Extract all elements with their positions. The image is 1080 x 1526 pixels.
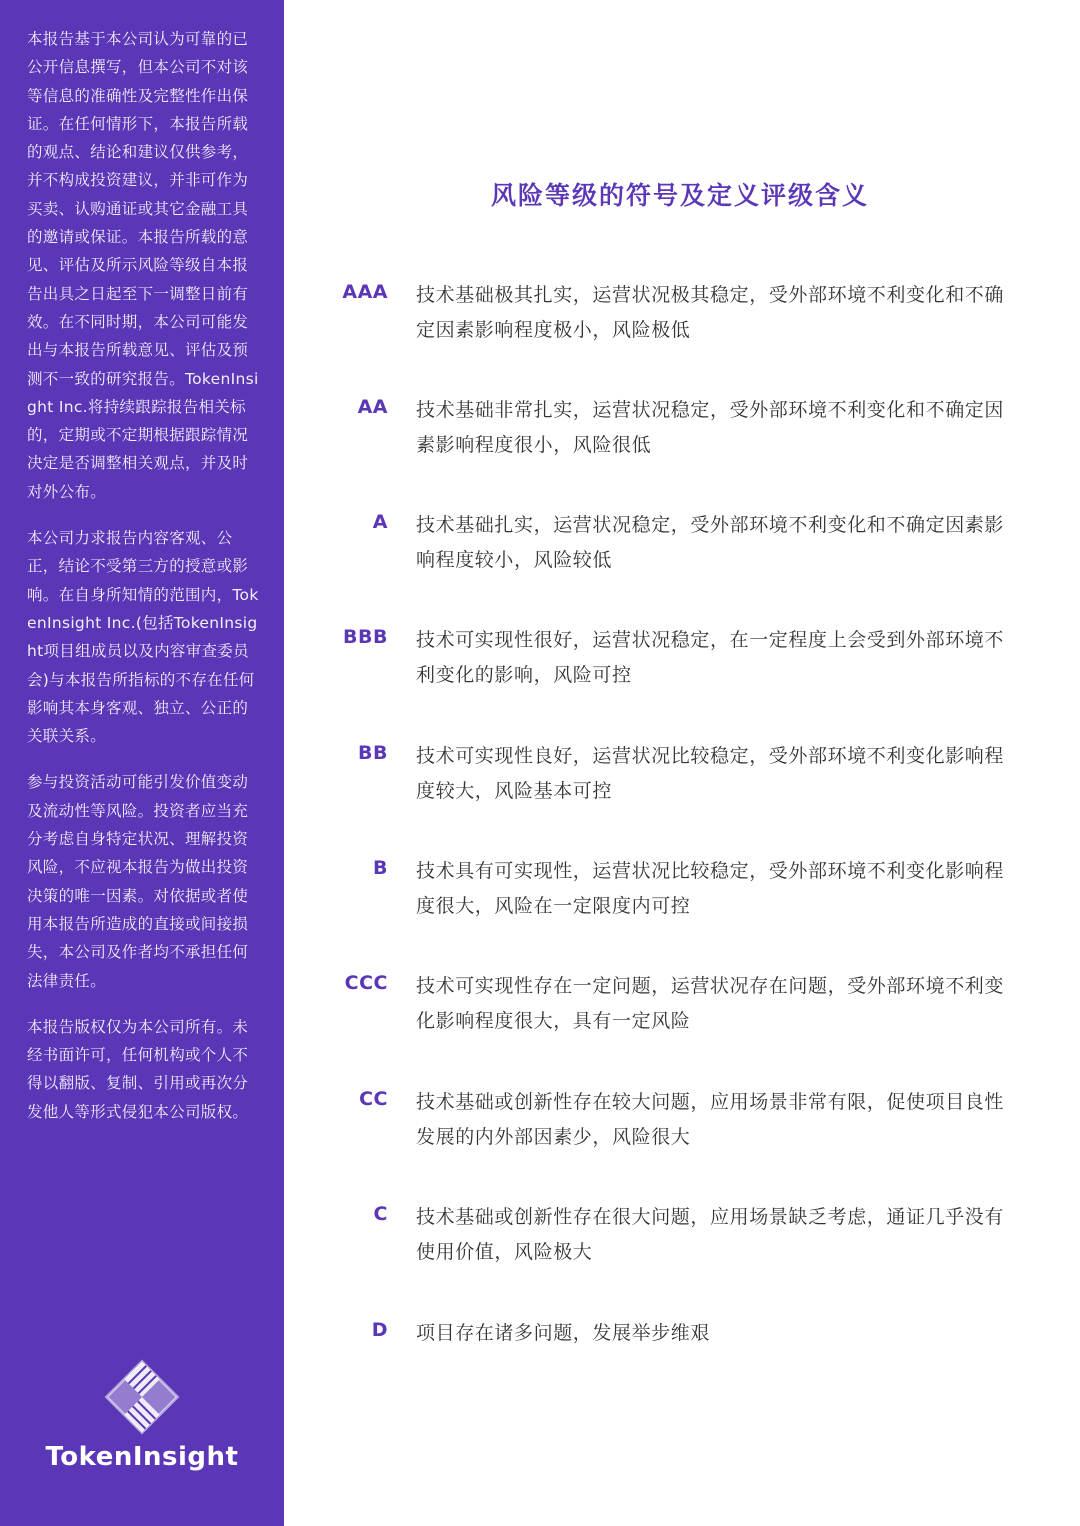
disclaimer-paragraph: 本公司力求报告内容客观、公正，结论不受第三方的授意或影响。在自身所知情的范围内，TokenInsight Inc.(包括TokenInsight项目组成员以及内容审查委员会)与本报告所指标的不存在任何影响其本身客观、独立、公正的关联关系。 bbox=[27, 529, 259, 746]
rating-row-d bbox=[320, 1316, 1040, 1396]
rating-description: 技术基础极其扎实，运营状况极其稳定，受外部环境不利变化和不确定因素影响程度极小，风险极低 bbox=[416, 284, 1005, 341]
page-title: 风险等级的符号及定义评级含义 bbox=[490, 181, 869, 210]
rating-description: 技术可实现性存在一定问题，运营状况存在问题，受外部环境不利变化影响程度很大，具有一定风险 bbox=[416, 975, 1005, 1032]
rating-code: A bbox=[372, 511, 388, 533]
rating-description: 技术可实现性良好，运营状况比较稳定，受外部环境不利变化影响程度较大，风险基本可控 bbox=[416, 745, 1005, 802]
rating-row-cc bbox=[320, 1085, 1040, 1165]
tokeninsight-logo-icon bbox=[101, 1356, 183, 1438]
rating-code: CCC bbox=[344, 972, 388, 994]
logo-wordmark: TokenInsight bbox=[45, 1442, 239, 1472]
rating-code: CC bbox=[359, 1088, 388, 1110]
rating-code: C bbox=[373, 1203, 388, 1225]
rating-description: 项目存在诸多问题，发展举步维艰 bbox=[416, 1322, 711, 1344]
rating-code: B bbox=[373, 857, 388, 879]
rating-row-ccc bbox=[320, 969, 1040, 1049]
rating-description: 技术基础或创新性存在很大问题，应用场景缺乏考虑，通证几乎没有使用价值，风险极大 bbox=[416, 1206, 1005, 1263]
rating-description: 技术具有可实现性，运营状况比较稳定，受外部环境不利变化影响程度很大，风险在一定限度内可控 bbox=[416, 860, 1005, 917]
rating-description: 技术可实现性很好，运营状况稳定，在一定程度上会受到外部环境不利变化的影响，风险可控 bbox=[416, 629, 1005, 686]
rating-description: 技术基础或创新性存在较大问题，应用场景非常有限，促使项目良性发展的内外部因素少，风险很大 bbox=[416, 1091, 1005, 1148]
disclaimer-paragraph: 本报告版权仅为本公司所有。未经书面许可，任何机构或个人不得以翻版、复制、引用或再次分发他人等形式侵犯本公司版权。 bbox=[27, 1017, 249, 1121]
rating-code: AA bbox=[357, 396, 388, 418]
disclaimer-paragraph: 本报告基于本公司认为可靠的已公开信息撰写，但本公司不对该等信息的准确性及完整性作出保证。在任何情形下，本报告所载的观点、结论和建议仅供参考，并不构成投资建议，并非可作为买卖、认购通证或其它金融工具的邀请或保证。本报告所载的意见、评估及所示风险等级自本报告出具之日起至下一调整日前有效。在不同时期，本公司可能发出与本报告所载意见、评估及预测不一致的研究报告。TokenInsight Inc.将持续跟踪报告相关标的，定期或不定期根据跟踪情况决定是否调整相关观点，并及时对外公布。 bbox=[27, 30, 259, 501]
rating-description: 技术基础扎实，运营状况稳定，受外部环境不利变化和不确定因素影响程度较小，风险较低 bbox=[416, 514, 1005, 571]
disclaimer-paragraph: 参与投资活动可能引发价值变动及流动性等风险。投资者应当充分考虑自身特定状况、理解投资风险，不应视本报告为做出投资决策的唯一因素。对依据或者使用本报告所造成的直接或间接损失，本公司及作者均不承担任何法律责任。 bbox=[27, 773, 249, 990]
rating-row-aa bbox=[320, 393, 1040, 473]
rating-description: 技术基础非常扎实，运营状况稳定，受外部环境不利变化和不确定因素影响程度很小，风险很低 bbox=[416, 399, 1005, 456]
disclaimer-sidebar bbox=[0, 0, 284, 1526]
rating-code: BBB bbox=[343, 626, 388, 648]
rating-row-b bbox=[320, 854, 1040, 934]
rating-row-bb bbox=[320, 739, 1040, 819]
rating-code: BB bbox=[358, 742, 388, 764]
rating-row-a bbox=[320, 508, 1040, 588]
rating-row-bbb bbox=[320, 623, 1040, 703]
rating-row-aaa bbox=[320, 278, 1040, 358]
rating-row-c bbox=[320, 1200, 1040, 1280]
rating-code: AAA bbox=[342, 281, 388, 303]
disclaimer-text bbox=[27, 25, 262, 1144]
rating-code: D bbox=[371, 1319, 388, 1341]
